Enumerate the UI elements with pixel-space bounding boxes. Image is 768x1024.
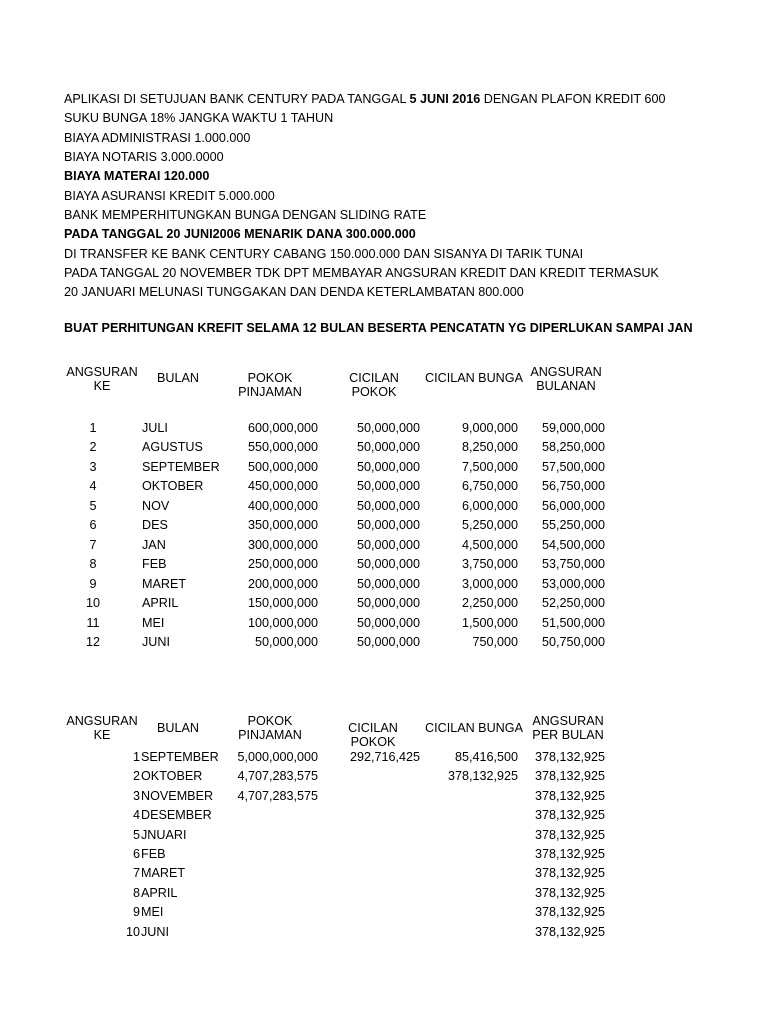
bulan-cell: SEPTEMBER — [141, 750, 219, 764]
angsuran-ke-cell: 9 — [132, 905, 140, 920]
pokok-pinjaman-cell — [216, 806, 318, 825]
header-bulan: BULAN — [157, 721, 199, 735]
angsuran-cell: 53,750,000 — [541, 557, 605, 572]
cicilan-bunga-cell: 3,000,000 — [461, 576, 518, 591]
bulan-cell: DES — [142, 518, 168, 533]
header-cicilan-pokok: CICILAN POKOK — [348, 721, 398, 749]
statement-text: BIAYA ASURANSI KREDIT 5.000.000 — [64, 189, 275, 203]
cicilan-bunga-cell: 8,250,000 — [461, 440, 518, 455]
angsuran-cell: 378,132,925 — [534, 885, 605, 900]
bulan-cell: JAN — [142, 537, 166, 552]
angsuran-ke-cell: 8 — [132, 885, 140, 900]
header-cicilan-bunga: CICILAN BUNGA — [425, 371, 523, 385]
cicilan-pokok-cell: 50,000,000 — [356, 459, 420, 474]
cicilan-pokok-cell — [320, 884, 420, 903]
cicilan-bunga-cell: 750,000 — [472, 634, 518, 649]
pokok-pinjaman-cell — [216, 884, 318, 903]
cicilan-bunga-cell: 4,500,000 — [461, 537, 518, 552]
statement-text: SUKU BUNGA 18% JANGKA WAKTU 1 TAHUN — [64, 111, 334, 125]
pokok-pinjaman-cell — [216, 903, 318, 922]
angsuran-cell: 378,132,925 — [534, 750, 605, 764]
pokok-pinjaman-cell — [216, 864, 318, 883]
angsuran-cell: 378,132,925 — [534, 788, 605, 803]
statement-line — [64, 167, 610, 186]
angsuran-ke-cell: 2 — [132, 769, 140, 784]
angsuran-ke-cell: 3 — [89, 459, 97, 474]
bulan-cell: MEI — [142, 615, 165, 630]
bulan-cell: DESEMBER — [141, 808, 212, 823]
cicilan-pokok-cell — [320, 826, 420, 845]
bulan-cell: APRIL — [141, 885, 178, 900]
cicilan-pokok-cell — [320, 864, 420, 883]
statement-line — [64, 129, 610, 148]
cicilan-bunga-cell: 3,750,000 — [461, 557, 518, 572]
header-angsuran: ANGSURAN PER BULAN — [532, 714, 604, 742]
statement-text: BIAYA MATERAI 120.000 — [64, 169, 210, 183]
angsuran-cell: 52,250,000 — [541, 596, 605, 611]
pokok-pinjaman-cell: 5,000,000,000 — [237, 750, 318, 764]
cicilan-bunga-cell — [422, 903, 518, 922]
bulan-cell: NOVEMBER — [141, 788, 214, 803]
angsuran-ke-cell: 5 — [132, 827, 140, 842]
pokok-pinjaman-cell: 350,000,000 — [247, 518, 318, 533]
statement-text: 20 JANUARI MELUNASI TUNGGAKAN DAN DENDA KETERLAMBATAN 800.000 — [64, 285, 524, 299]
pokok-pinjaman-cell — [216, 923, 318, 942]
bulan-cell: JUNI — [141, 924, 169, 939]
angsuran-cell: 378,132,925 — [534, 924, 605, 939]
bulan-cell: MARET — [142, 576, 187, 591]
statement-line — [64, 187, 610, 206]
pokok-pinjaman-cell: 200,000,000 — [247, 576, 318, 591]
statement-text: DI TRANSFER KE BANK CENTURY CABANG 150.000.000 DAN SISANYA DI TARIK TUNAI — [64, 247, 584, 261]
bulan-cell: MARET — [141, 866, 186, 881]
pokok-pinjaman-cell: 550,000,000 — [247, 440, 318, 455]
angsuran-cell: 55,250,000 — [541, 518, 605, 533]
bulan-cell: FEB — [141, 847, 166, 861]
angsuran-cell: 378,132,925 — [534, 905, 605, 920]
cicilan-pokok-cell — [320, 845, 420, 864]
bulan-cell: OKTOBER — [142, 479, 204, 494]
pokok-pinjaman-cell: 50,000,000 — [254, 634, 318, 649]
angsuran-ke-cell: 4 — [89, 479, 97, 494]
cicilan-bunga-cell: 1,500,000 — [461, 615, 518, 630]
header-pokok-pinjaman: POKOK PINJAMAN — [238, 371, 302, 399]
statement-line — [64, 264, 659, 283]
header-angsuran-ke: ANGSURAN KE — [66, 714, 138, 742]
cicilan-pokok-cell — [320, 767, 420, 786]
angsuran-cell: 54,500,000 — [541, 537, 605, 552]
statement-line — [64, 245, 610, 264]
bulan-cell: APRIL — [142, 596, 179, 611]
pokok-pinjaman-cell: 300,000,000 — [247, 537, 318, 552]
statement-text: BIAYA NOTARIS 3.000.0000 — [64, 150, 224, 164]
bulan-cell: MEI — [141, 905, 164, 920]
cicilan-bunga-cell — [422, 864, 518, 883]
header-cicilan-pokok: CICILAN POKOK — [349, 371, 399, 399]
angsuran-cell: 57,500,000 — [541, 459, 605, 474]
cicilan-bunga-cell: 6,000,000 — [461, 498, 518, 513]
angsuran-ke-cell: 5 — [89, 498, 97, 513]
angsuran-ke-cell: 10 — [125, 924, 140, 939]
angsuran-ke-cell: 10 — [85, 596, 100, 611]
cicilan-pokok-cell: 50,000,000 — [356, 557, 420, 572]
cicilan-bunga-cell — [422, 787, 518, 806]
pokok-pinjaman-cell — [216, 845, 318, 864]
angsuran-ke-cell: 9 — [89, 576, 97, 591]
cicilan-bunga-cell — [422, 845, 518, 864]
cicilan-bunga-cell — [422, 923, 518, 942]
statement-text: BANK MEMPERHITUNGKAN BUNGA DENGAN SLIDING RATE — [64, 208, 427, 222]
cicilan-pokok-cell — [320, 806, 420, 825]
angsuran-cell: 50,750,000 — [541, 634, 605, 649]
angsuran-ke-cell: 6 — [132, 847, 140, 861]
bulan-cell: NOV — [142, 498, 170, 513]
cicilan-pokok-cell: 50,000,000 — [356, 576, 420, 591]
angsuran-ke-cell: 7 — [89, 537, 97, 552]
cicilan-pokok-cell — [320, 923, 420, 942]
cicilan-bunga-cell: 5,250,000 — [461, 518, 518, 533]
cicilan-pokok-cell: 292,716,425 — [349, 750, 420, 764]
angsuran-cell: 51,500,000 — [541, 615, 605, 630]
angsuran-ke-cell: 8 — [89, 557, 97, 572]
cicilan-bunga-cell: 9,000,000 — [461, 421, 518, 435]
pokok-pinjaman-cell: 4,707,283,575 — [237, 769, 318, 784]
pokok-pinjaman-cell: 100,000,000 — [247, 615, 318, 630]
bulan-cell: FEB — [142, 557, 167, 572]
bulan-cell: AGUSTUS — [142, 440, 203, 455]
pokok-pinjaman-cell: 600,000,000 — [247, 421, 318, 435]
cicilan-pokok-cell: 50,000,000 — [356, 440, 420, 455]
statement-text: 5 JUNI 2016 — [409, 92, 481, 106]
pokok-pinjaman-cell: 4,707,283,575 — [237, 788, 318, 803]
cicilan-bunga-cell — [422, 826, 518, 845]
pokok-pinjaman-cell — [216, 826, 318, 845]
cicilan-pokok-cell — [320, 903, 420, 922]
statement-line — [64, 225, 610, 244]
bulan-cell: JNUARI — [141, 827, 187, 842]
header-angsuran-ke: ANGSURAN KE — [66, 365, 138, 393]
cicilan-bunga-cell: 7,500,000 — [461, 459, 518, 474]
cicilan-bunga-cell: 85,416,500 — [454, 750, 518, 764]
header-bulan: BULAN — [157, 371, 199, 385]
angsuran-cell: 378,132,925 — [534, 866, 605, 881]
angsuran-cell: 378,132,925 — [534, 847, 605, 861]
cicilan-pokok-cell — [320, 787, 420, 806]
angsuran-cell: 56,000,000 — [541, 498, 605, 513]
statement-line — [64, 206, 610, 225]
angsuran-ke-cell: 3 — [132, 788, 140, 803]
header-pokok-pinjaman: POKOK PINJAMAN — [238, 714, 302, 742]
statement-line — [64, 148, 610, 167]
cicilan-bunga-cell — [422, 806, 518, 825]
angsuran-cell: 378,132,925 — [534, 827, 605, 842]
angsuran-ke-cell: 6 — [89, 518, 97, 533]
pokok-pinjaman-cell: 150,000,000 — [247, 596, 318, 611]
cicilan-pokok-cell: 50,000,000 — [356, 498, 420, 513]
cicilan-pokok-cell: 50,000,000 — [356, 634, 420, 649]
statement-line — [64, 283, 610, 302]
cicilan-bunga-cell — [422, 884, 518, 903]
angsuran-cell: 378,132,925 — [534, 808, 605, 823]
angsuran-ke-cell: 2 — [89, 440, 97, 455]
cicilan-pokok-cell: 50,000,000 — [356, 537, 420, 552]
header-cicilan-bunga: CICILAN BUNGA — [425, 721, 523, 735]
statement-text: DENGAN PLAFON KREDIT 600 — [480, 92, 666, 106]
cicilan-bunga-cell: 378,132,925 — [447, 769, 518, 784]
statement-text: PADA TANGGAL 20 JUNI2006 MENARIK DANA 300.000.000 — [64, 227, 416, 241]
bulan-cell: OKTOBER — [141, 769, 203, 784]
angsuran-cell: 378,132,925 — [534, 769, 605, 784]
bulan-cell: SEPTEMBER — [142, 459, 220, 474]
bulan-cell: JULI — [142, 421, 168, 435]
statement-text: APLIKASI DI SETUJUAN BANK CENTURY PADA TANGGAL — [64, 92, 410, 106]
angsuran-ke-cell: 11 — [86, 615, 100, 630]
statement-line — [64, 90, 666, 109]
task-instruction: BUAT PERHITUNGAN KREFIT SELAMA 12 BULAN BESERTA PENCATATN YG DIPERLUKAN SAMPAI JAN — [64, 321, 693, 335]
pokok-pinjaman-cell: 400,000,000 — [247, 498, 318, 513]
pokok-pinjaman-cell: 450,000,000 — [247, 479, 318, 494]
statement-text: BIAYA ADMINISTRASI 1.000.000 — [64, 131, 251, 145]
angsuran-ke-cell: 12 — [85, 634, 100, 649]
pokok-pinjaman-cell: 250,000,000 — [247, 557, 318, 572]
angsuran-cell: 59,000,000 — [541, 421, 605, 435]
cicilan-pokok-cell: 50,000,000 — [356, 596, 420, 611]
cicilan-pokok-cell: 50,000,000 — [356, 479, 420, 494]
pokok-pinjaman-cell: 500,000,000 — [247, 459, 318, 474]
angsuran-ke-cell: 1 — [132, 750, 140, 764]
cicilan-pokok-cell: 50,000,000 — [356, 421, 420, 435]
cicilan-bunga-cell: 6,750,000 — [461, 479, 518, 494]
angsuran-ke-cell: 1 — [89, 421, 97, 435]
angsuran-cell: 58,250,000 — [541, 440, 605, 455]
cicilan-pokok-cell: 50,000,000 — [356, 615, 420, 630]
angsuran-cell: 53,000,000 — [541, 576, 605, 591]
statement-line — [64, 109, 610, 128]
header-angsuran: ANGSURAN BULANAN — [530, 365, 602, 393]
angsuran-ke-cell: 7 — [132, 866, 140, 881]
cicilan-bunga-cell: 2,250,000 — [461, 596, 518, 611]
bulan-cell: JUNI — [142, 634, 170, 649]
angsuran-cell: 56,750,000 — [541, 479, 605, 494]
angsuran-ke-cell: 4 — [132, 808, 140, 823]
cicilan-pokok-cell: 50,000,000 — [356, 518, 420, 533]
statement-text: PADA TANGGAL 20 NOVEMBER TDK DPT MEMBAYAR ANGSURAN KREDIT DAN KREDIT TERMASUK — [64, 266, 659, 280]
